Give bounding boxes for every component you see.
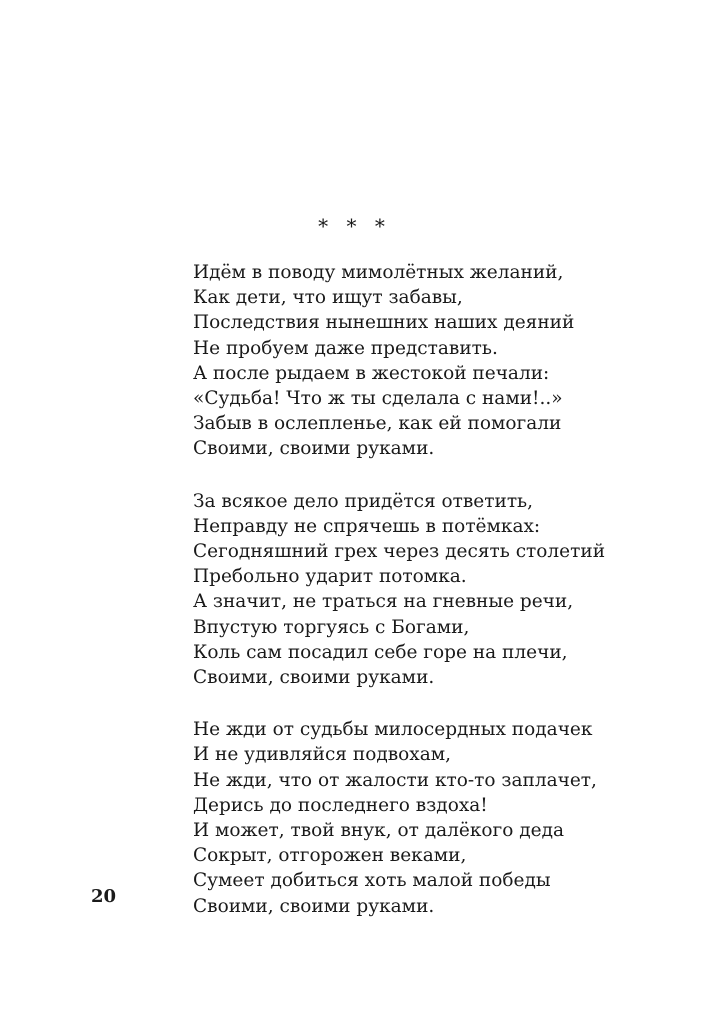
poem-line: Неправду не спрячешь в потёмках:: [193, 515, 541, 537]
poem: [193, 260, 693, 946]
stanza-2: [193, 489, 693, 691]
stanza-3: [193, 717, 693, 919]
poem-line: Не пробуем даже представить.: [193, 337, 498, 359]
poem-line: Сумеет добиться хоть малой победы: [193, 870, 551, 892]
poem-line: Не жди, что от жалости кто-то заплачет,: [193, 769, 597, 791]
stanza-separator: * * *: [318, 214, 391, 238]
poem-line: Как дети, что ищут забавы,: [193, 287, 463, 309]
poem-line: Своими, своими руками.: [193, 667, 435, 689]
poem-line: Впустую торгуясь с Богами,: [193, 616, 470, 638]
poem-line: Не жди от судьбы милосердных подачек: [193, 719, 593, 741]
poem-line: И не удивляйся подвохам,: [193, 744, 452, 766]
poem-line: За всякое дело придётся ответить,: [193, 490, 534, 512]
poem-line: Забыв в ослепленье, как ей помогали: [193, 413, 562, 435]
poem-line: Сегодняшний грех через десять столетий: [193, 541, 606, 563]
poem-line: Коль сам посадил себе горе на плечи,: [193, 641, 568, 663]
poem-line: А после рыдаем в жестокой печали:: [193, 362, 550, 384]
poem-line: Идём в поводу мимолётных желаний,: [193, 262, 564, 283]
poem-line: Сокрыт, отгорожен веками,: [193, 845, 467, 867]
poem-line: А значит, не траться на гневные речи,: [193, 591, 574, 613]
poem-line: Своими, своими руками.: [193, 895, 435, 917]
poem-line: И может, твой внук, от далёкого деда: [193, 820, 565, 842]
stanza-1: [193, 260, 693, 462]
poem-line: Пребольно ударит потомка.: [193, 566, 467, 588]
poem-line: Последствия нынешних наших деяний: [193, 312, 575, 334]
poem-line: «Судьба! Что ж ты сделала с нами!..»: [193, 388, 563, 410]
poem-line: Дерись до последнего вздоха!: [193, 794, 488, 816]
page-number: 20: [91, 886, 117, 907]
poem-line: Своими, своими руками.: [193, 438, 435, 460]
